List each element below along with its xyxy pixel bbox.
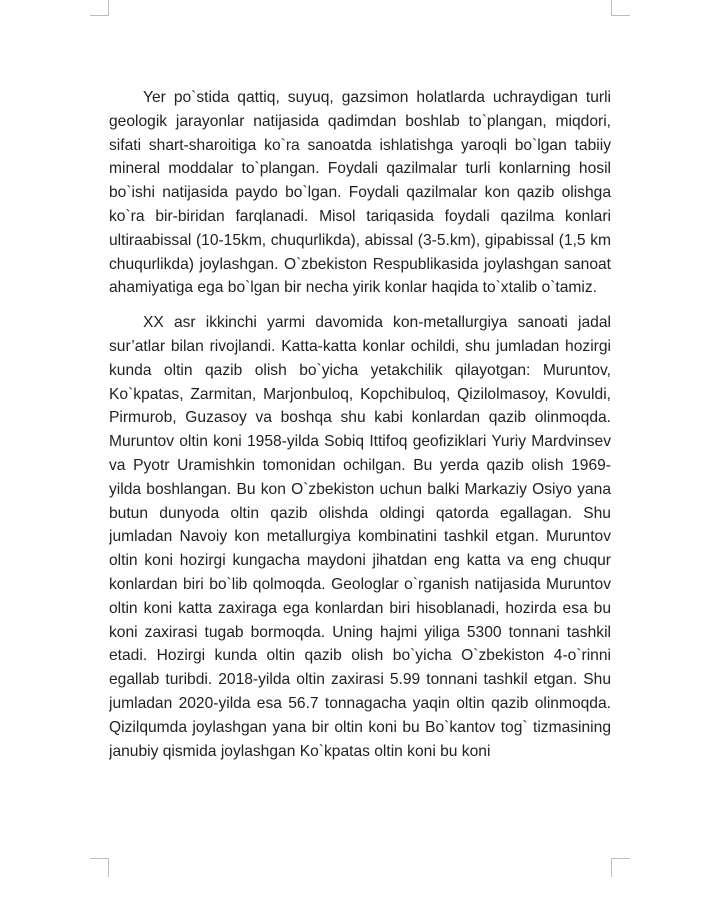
crop-mark-bottom-left [90, 858, 109, 877]
document-body [109, 86, 611, 858]
paragraph-2: XX asr ikkinchi yarmi davomida kon-metallurgiya sanoati jadal sur’atlar bilan rivojlandi. Katta-katta konlar ochildi, shu jumladan hozirgi kunda oltin qazib olish bo`yicha yetakchilik qilayotgan: Muruntov, Ko`kpatas, Zarmitan, Marjonbuloq, Kopchibuloq, Qizilolmasoy, Kovuldi, Pirmurob, Guzasoy va boshqa shu kabi konlardan qazib olinmoqda. Muruntov oltin koni 1958-yilda Sobiq Ittifoq geofiziklari Yuriy Mardvinsev va Pyotr Uramishkin tomonidan ochilgan. Bu yerda qazib olish 1969-yilda boshlangan. Bu kon O`zbekiston uchun balki Markaziy Osiyo yana butun dunyoda oltin qazib olishda oldingi qatorda egallagan. Shu jumladan Navoiy kon metallurgiya kombinatini tashkil etgan. Muruntov oltin koni hozirgi kungacha maydoni jihatdan eng katta va eng chuqur konlardan biri bo`lib qolmoqda. Geologlar o`rganish natijasida Muruntov oltin koni katta zaxiraga ega konlardan biri hisoblanadi, hozirda esa bu koni zaxirasi tugab bormoqda. Uning hajmi yiliga 5300 tonnani tashkil etadi. Hozirgi kunda oltin qazib olish bo`yicha O`zbekiston 4-o`rinni egallab turibdi. 2018-yilda oltin zaxirasi 5.99 tonnani tashkil etgan. Shu jumladan 2020-yilda esa 56.7 tonnagacha yaqin oltin qazib olinmoqda. Qizilqumda joylashgan yana bir oltin koni bu Bo`kantov tog` tizmasining janubiy qismida joylashgan Ko`kpatas oltin koni bu koni [109, 314, 611, 760]
crop-mark-top-right [611, 0, 630, 16]
paragraph-1: Yer po`stida qattiq, suyuq, gazsimon holatlarda uchraydigan turli geologik jarayonlar natijasida qadimdan boshlab to`plangan, miqdori, sifati shart-sharoitiga ko`ra sanoatda ishlatishga yaroqli bo`lgan tabiiy mineral moddalar to`plangan. Foydali qazilmalar turli konlarning hosil bo`ishi natijasida paydo bo`lgan. Foydali qazilmalar kon qazib olishga ko`ra bir-biridan farqlanadi. Misol tariqasida foydali qazilma konlari ultiraabissal (10-15km, chuqurlikda), abissal (3-5.km), gipabissal (1,5 km chuqurlikda) joylashgan. O`zbekiston Respublikasida joylashgan sanoat ahamiyatiga ega bo`lgan bir necha yirik konlar haqida to`xtalib o`tamiz. [109, 89, 611, 297]
crop-mark-top-left [90, 0, 109, 16]
crop-mark-bottom-right [611, 858, 630, 877]
